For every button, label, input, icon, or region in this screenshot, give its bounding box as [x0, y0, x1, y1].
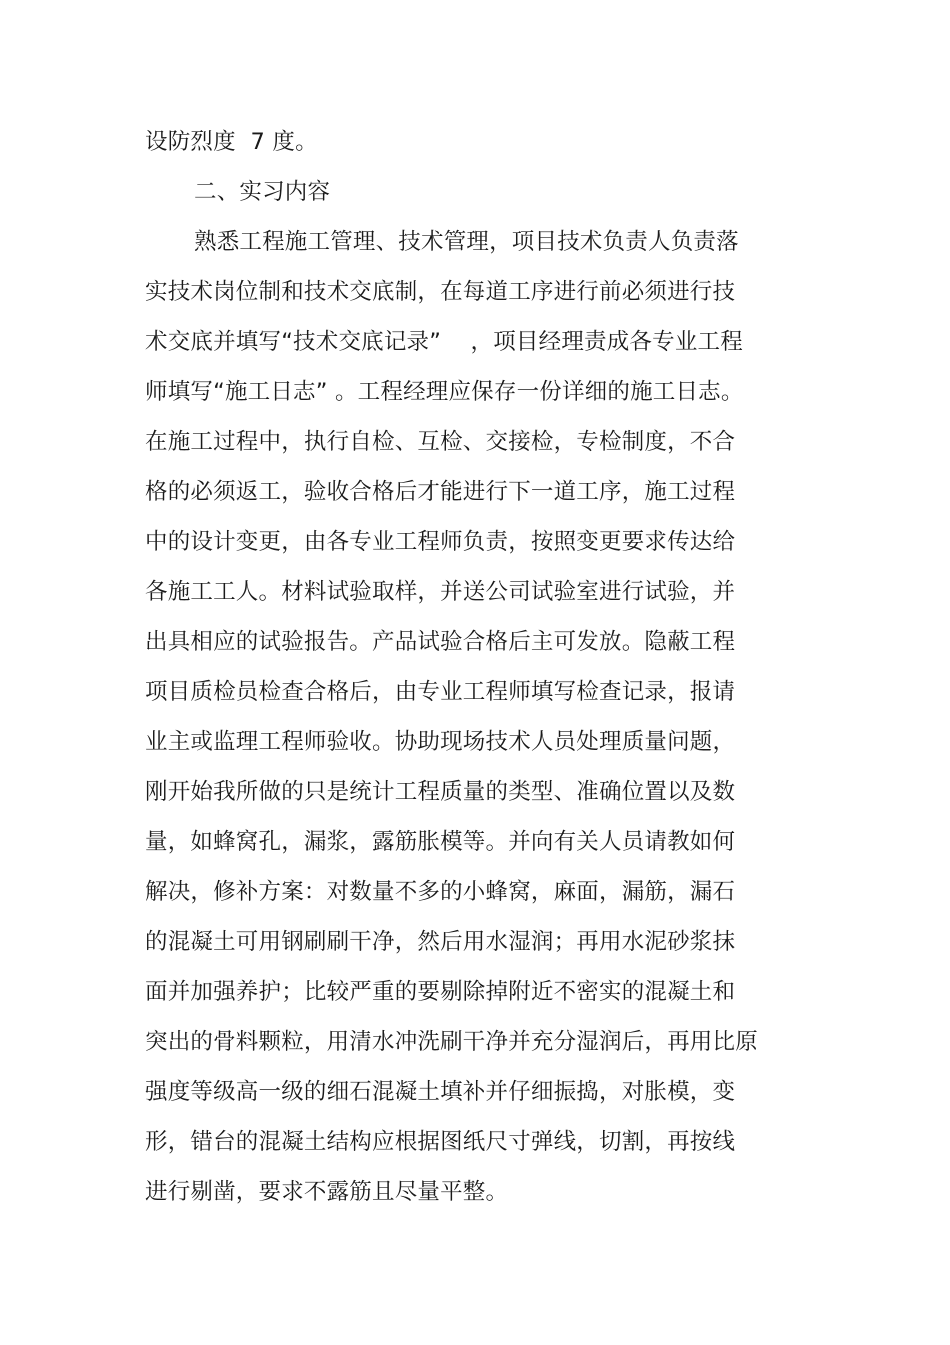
text-line: 设防烈度 7 度。: [145, 129, 318, 155]
text-line: 的混凝土可用钢刷刷干净，然后用水湿润；再用水泥砂浆抹: [145, 929, 736, 955]
text-line: 业主或监理工程师验收。协助现场技术人员处理质量问题，: [145, 729, 736, 755]
text-line: 熟悉工程施工管理、技术管理，项目技术负责人负责落: [194, 229, 739, 255]
text-line: 出具相应的试验报告。产品试验合格后主可发放。隐蔽工程: [145, 629, 736, 655]
text-line: 术交底并填写“技术交底记录” ，项目经理责成各专业工程: [145, 329, 743, 355]
text-line: 强度等级高一级的细石混凝土填补并仔细振捣，对胀模，变: [145, 1079, 736, 1105]
text-line: 进行剔凿，要求不露筋且尽量平整。: [145, 1179, 509, 1205]
text-line: 解决，修补方案：对数量不多的小蜂窝，麻面，漏筋，漏石: [145, 879, 736, 905]
text-line: 各施工工人。材料试验取样，并送公司试验室进行试验，并: [145, 579, 736, 605]
text-line: 中的设计变更，由各专业工程师负责，按照变更要求传达给: [145, 529, 736, 555]
text-line: 形，错台的混凝土结构应根据图纸尺寸弹线，切割，再按线: [145, 1129, 736, 1155]
text-line: 突出的骨料颗粒，用清水冲洗刷干净并充分湿润后，再用比原: [145, 1029, 758, 1055]
text-line: 刚开始我所做的只是统计工程质量的类型、准确位置以及数: [145, 779, 736, 805]
text-line: 项目质检员检查合格后，由专业工程师填写检查记录，报请: [145, 679, 736, 705]
text-line: 实技术岗位制和技术交底制，在每道工序进行前必须进行技: [145, 279, 736, 305]
section-heading: 二、实习内容: [194, 179, 331, 205]
text-line: 量，如蜂窝孔，漏浆，露筋胀模等。并向有关人员请教如何: [145, 829, 736, 855]
text-line: 在施工过程中，执行自检、互检、交接检，专检制度，不合: [145, 429, 736, 455]
text-line: 格的必须返工，验收合格后才能进行下一道工序，施工过程: [145, 479, 736, 505]
text-line: 师填写“施工日志” 。工程经理应保存一份详细的施工日志。: [145, 379, 744, 405]
text-line: 面并加强养护；比较严重的要剔除掉附近不密实的混凝土和: [145, 979, 736, 1005]
